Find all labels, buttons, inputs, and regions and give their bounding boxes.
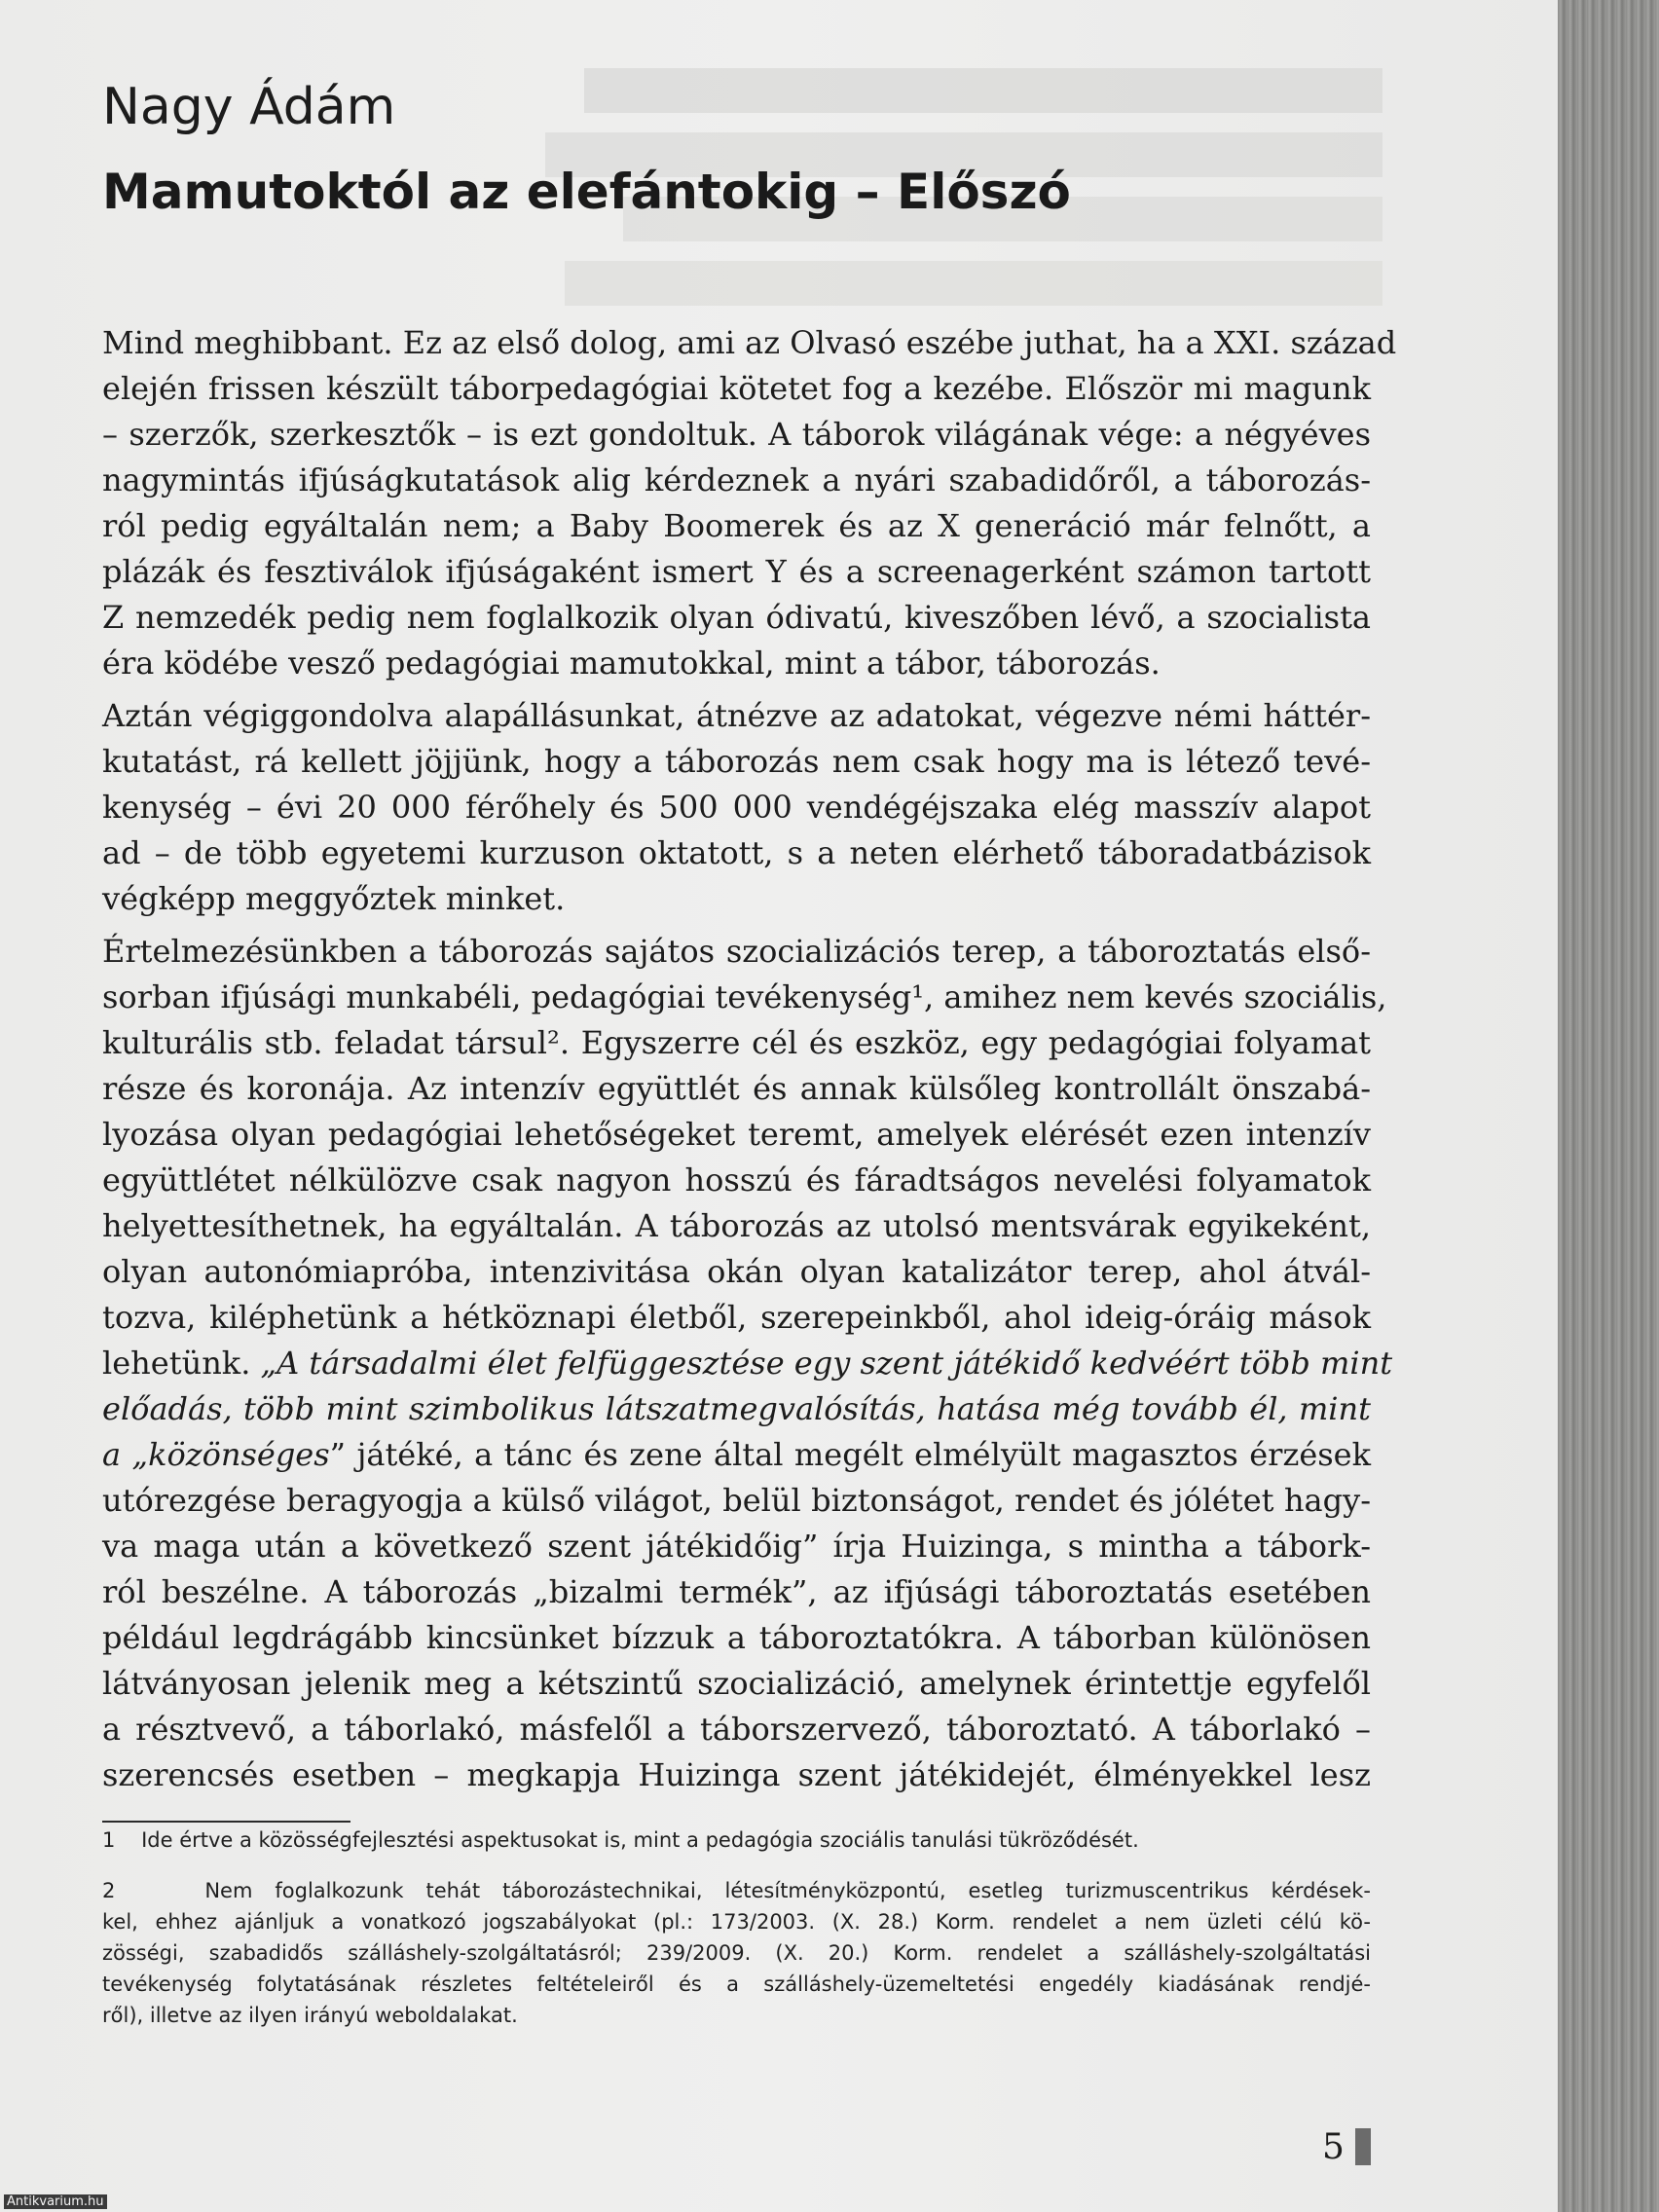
text-line: ad – de több egyetemi kurzuson oktatott, s a neten elérhető táboradatbázisok	[102, 834, 1371, 871]
author-name: Nagy Ádám	[102, 78, 396, 136]
text-line: együttlétet nélkülözve csak nagyon hosszú és fáradtságos nevelési folyamatok	[102, 1161, 1371, 1198]
text-line: olyan autonómiapróba, intenzivitása okán olyan katalizátor terep, ahol átvál-	[102, 1253, 1371, 1290]
page-number: 5	[1322, 2127, 1345, 2167]
footnote-separator	[102, 1821, 350, 1823]
text-line: lehetünk. „A társadalmi élet felfüggesztése egy szent játékidő kedvéért több mint	[102, 1345, 1393, 1382]
text-line: kenység – évi 20 000 férőhely és 500 000 vendégéjszaka elég masszív alapot	[102, 789, 1371, 826]
text-line: látványosan jelenik meg a kétszintű szocializáció, amelynek érintettje egyfelől	[102, 1665, 1371, 1702]
text-line: utórezgése beragyogja a külső világot, belül biztonságot, rendet és jólétet hagy-	[102, 1482, 1371, 1519]
text-line: helyettesíthetnek, ha egyáltalán. A táborozás az utolsó mentsvárak egyikeként,	[102, 1207, 1371, 1244]
text-line: kutatást, rá kellett jöjjünk, hogy a táborozás nem csak hogy ma is létező tevé-	[102, 743, 1371, 780]
paragraph	[102, 324, 1397, 690]
paragraph	[102, 697, 1371, 926]
footnote-1	[102, 1828, 1371, 1860]
footnote-2	[102, 1879, 1371, 2035]
text-line: – szerzők, szerkesztők – is ezt gondoltuk. A táborok világának vége: a négyéves	[102, 416, 1371, 453]
text-line: szerencsés esetben – megkapja Huizinga szent játékidejét, élményekkel lesz	[102, 1756, 1371, 1793]
footnote-line: zösségi, szabadidős szálláshely-szolgáltatásról; 239/2009. (X. 20.) Korm. rendelet a szálláshely-szolgáltatási	[102, 1941, 1371, 1965]
text-line: például legdrágább kincsünket bízzuk a táboroztatókra. A táborban különösen	[102, 1619, 1371, 1656]
text-line: lyozása olyan pedagógiai lehetőségeket teremt, amelyek elérését ezen intenzív	[102, 1116, 1371, 1153]
text-line: előadás, több mint szimbolikus látszatmegvalósítás, hatása még tovább él, mint	[102, 1390, 1371, 1427]
footnote-line: ről), illetve az ilyen irányú weboldalakat.	[102, 2004, 518, 2027]
footnote-number: 1	[102, 1828, 116, 1852]
footnote-line: 2 Nem foglalkozunk tehát táborozástechnikai, létesítményközpontú, esetleg turizmuscentrikus kérdések-	[102, 1879, 1372, 1902]
body-text	[102, 324, 1397, 1802]
text-line: kulturális stb. feladat társul². Egyszerre cél és eszköz, egy pedagógiai folyamat	[102, 1024, 1371, 1061]
text-line: éra ködébe vesző pedagógiai mamutokkal, mint a tábor, táborozás.	[102, 645, 1161, 682]
text-line: nagymintás ifjúságkutatások alig kérdeznek a nyári szabadidőről, a táborozás-	[102, 461, 1371, 498]
text-line: va maga után a következő szent játékidőig” írja Huizinga, s mintha a tábork-	[102, 1528, 1371, 1565]
page-stack-edge	[1558, 0, 1659, 2212]
text-line: Mind meghibbant. Ez az első dolog, ami az Olvasó eszébe juthat, ha a XXI. század	[102, 324, 1397, 361]
text-line: ról beszélne. A táborozás „bizalmi termék”, az ifjúsági táboroztatás esetében	[102, 1573, 1371, 1610]
watermark: Antikvarium.hu	[4, 2194, 107, 2209]
text-line: végképp meggyőztek minket.	[102, 880, 566, 917]
footnotes	[102, 1828, 1371, 2035]
text-line: Értelmezésünkben a táborozás sajátos szocializációs terep, a táboroztatás első-	[102, 933, 1371, 970]
footnote-number: 2	[102, 1879, 116, 1902]
text-line: a „közönséges” játéké, a tánc és zene által megélt elmélyült magasztos érzések	[102, 1436, 1372, 1473]
text-line: ról pedig egyáltalán nem; a Baby Boomerek és az X generáció már felnőtt, a	[102, 507, 1371, 544]
text-line: plázák és fesztiválok ifjúságaként ismert Y és a screenagerként számon tartott	[102, 553, 1371, 590]
text-line: elején frissen készült táborpedagógiai kötetet fog a kezébe. Először mi magunk	[102, 370, 1371, 407]
text-line: Aztán végiggondolva alapállásunkat, átnézve az adatokat, végezve némi háttér-	[102, 697, 1371, 734]
paragraph	[102, 933, 1393, 1802]
page-number-tab	[1355, 2128, 1371, 2165]
footnote-line: 1 Ide értve a közösségfejlesztési aspektusokat is, mint a pedagógia szociális tanulási tükröződését.	[102, 1828, 1139, 1852]
footnote-line: kel, ehhez ajánljuk a vonatkozó jogszabályokat (pl.: 173/2003. (X. 28.) Korm. rendelet a nem üzleti célú kö-	[102, 1910, 1371, 1934]
footnote-line: tevékenység folytatásának részletes feltételeiről és a szálláshely-üzemeltetési engedély kiadásának rendjé-	[102, 1972, 1371, 1996]
text-line: sorban ifjúsági munkabéli, pedagógiai tevékenység¹, amihez nem kevés szociális,	[102, 978, 1387, 1015]
text-line: Z nemzedék pedig nem foglalkozik olyan ódivatú, kiveszőben lévő, a szocialista	[102, 599, 1371, 636]
text-line: a résztvevő, a táborlakó, másfelől a táborszervező, táboroztató. A táborlakó –	[102, 1711, 1371, 1748]
chapter-title: Mamutoktól az elefántokig – Előszó	[102, 164, 1071, 220]
text-line: része és koronája. Az intenzív együttlét és annak külsőleg kontrollált önszabá-	[102, 1070, 1371, 1107]
text-line: tozva, kiléphetünk a hétköznapi életből, szerepeinkből, ahol ideig-óráig mások	[102, 1299, 1371, 1336]
